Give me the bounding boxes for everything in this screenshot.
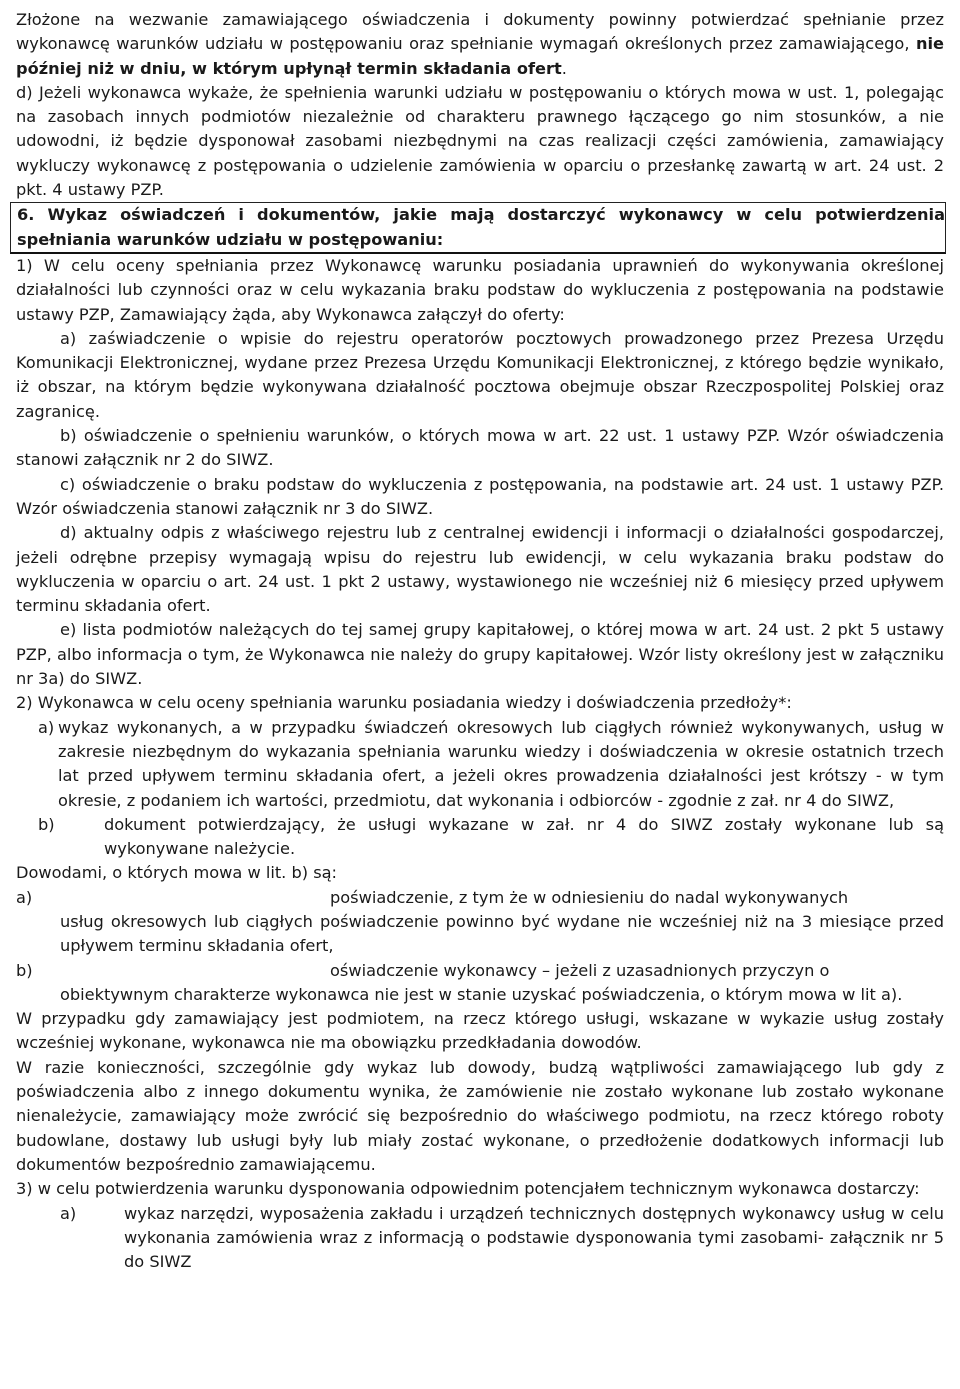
item-2-b [16,813,944,862]
item-2: 2) Wykonawca w celu oceny spełniania warunku posiadania wiedzy i doświadczenia przedłoży*: [16,693,792,713]
item-3-a [16,1202,944,1275]
proof-a-first-line: poświadczenie, z tym że w odniesieniu do nadal wykonywanych [330,887,849,907]
item-2-a-label: a) [38,717,55,737]
item-2-b-text: dokument potwierdzający, że usługi wykazane w zał. nr 4 do SIWZ zostały wykonane lub są wykonywane należycie. [104,814,944,859]
item-2-b-label: b) [38,814,55,834]
intro-text: Złożone na wezwanie zamawiającego oświadczenia i dokumenty powinny potwierdzać spełnianie przez wykonawcę warunków udziału w postępowaniu oraz spełnianie wymagań określonych przez zamawiającego, [16,10,944,54]
proof-a-rest: usług okresowych lub ciągłych poświadczenie powinno być wydane nie wcześniej niż na 3 miesiące przed upływem terminu składania ofert, [60,911,944,956]
proof-b-text [60,959,944,1008]
item-1-c: c) oświadczenie o braku podstaw do wykluczenia z postępowania, na podstawie art. 24 ust. 1 ustawy PZP. Wzór oświadczenia stanowi załącznik nr 3 do SIWZ. [16,474,944,518]
section-6-heading: 6. Wykaz oświadczeń i dokumentów, jakie mają dostarczyć wykonawcy w celu potwierdzenia spełniania warunków udziału w postępowaniu: [10,202,946,254]
item-2-a-text: wykaz wykonanych, a w przypadku świadczeń okresowych lub ciągłych również wykonywanych, usług w zakresie niezbędnym do wykazania spełniania warunku wiedzy i doświadczenia w okresie ostatnich trzech lat przed upływem terminu składania ofert, a jeżeli okres prowadzenia działalności jest krótszy - w tym okresie, z podaniem ich wartości, przedmiotu, dat wykonania i odbiorców - zgodnie z zał. nr 4 do SIWZ, [58,717,944,810]
proof-a-text [60,886,944,959]
proof-a [16,886,944,959]
item-1-e: e) lista podmiotów należących do tej samej grupy kapitałowej, o której mowa w art. 24 ust. 2 pkt 5 ustawy PZP, albo informacja o tym, że Wykonawca nie należy do grupy kapitałowej. Wzór listy określony jest w załączniku nr 3a) do SIWZ. [16,620,944,689]
paragraph-no-proof: W przypadku gdy zamawiający jest podmiotem, na rzecz którego usługi, wskazane w wykazie usług zostały wcześniej wykonane, wykonawca nie ma obowiązku przedkładania dowodów. [16,1009,944,1053]
item-1-a: a) zaświadczenie o wpisie do rejestru operatorów pocztowych prowadzonego przez Prezesa Urzędu Komunikacji Elektronicznej, wydane przez Prezesa Urzędu Komunikacji Elektronicznej, z którego będzie wynikało, iż obszar, na którym będzie wykonywana działalność pocztowa obejmuje obszar Rzeczpospolitej Polskiej oraz zagranicę. [16,328,944,421]
intro-paragraph [16,8,944,81]
intro-end: . [561,58,567,78]
item-3: 3) w celu potwierdzenia warunku dysponowania odpowiednim potencjałem technicznym wykonawca dostarczy: [16,1179,920,1199]
document-page [16,8,944,1274]
item-1-d: d) aktualny odpis z właściwego rejestru lub z centralnej ewidencji i informacji o działalności gospodarczej, jeżeli odrębne przepisy wymagają wpisu do rejestru lub ewidencji, w celu wykazania braku podstaw do wykluczenia w oparciu o art. 24 ust. 1 pkt 2 ustawy, wystawionego nie wcześniej niż 6 miesięcy przed upływem terminu składania ofert. [16,523,944,616]
paragraph-d: d) Jeżeli wykonawca wykaże, że spełnienia warunki udziału w postępowaniu o których mowa w ust. 1, polegając na zasobach innych podmiotów niezależnie od charakteru prawnego łączącego go nim stosunków, a nie udowodni, iż będzie dysponował zasobami niezbędnymi na czas realizacji części zamówienia, zamawiający wykluczy wykonawcę z postępowania o udzielenie zamówienia w oparciu o przesłankę zawartą w art. 24 ust. 2 pkt. 4 ustawy PZP. [16,82,944,200]
item-1: 1) W celu oceny spełniania przez Wykonawcę warunku posiadania uprawnień do wykonywania określonej działalności lub czynności oraz w celu wykazania braku podstaw do wykluczenia z postępowania na podstawie ustawy PZP, Zamawiający żąda, aby Wykonawca załączył do oferty: [16,255,944,324]
proof-b-label: b) [16,960,33,980]
item-3-a-text: wykaz narzędzi, wyposażenia zakładu i urządzeń technicznych dostępnych wykonawcy usług w celu wykonania zamówienia wraz z informacją o podstawie dysponowania tymi zasobami- załącznik nr 5 do SIWZ [124,1203,944,1272]
paragraph-doubts: W razie konieczności, szczególnie gdy wykaz lub dowody, budzą wątpliwości zamawiającego lub gdy z poświadczenia albo z innego dokumentu wynika, że zamówienie nie zostało wykonane lub zostało wykonane nienależycie, zamawiający może zwrócić się bezpośrednio do właściwego podmiotu, na rzecz którego roboty budowlane, dostawy lub usługi były lub miały zostać wykonane, o przedłożenie dodatkowych informacji lub dokumentów bezpośrednio zamawiającemu. [16,1057,944,1174]
item-2-a [16,716,944,813]
item-1-b: b) oświadczenie o spełnieniu warunków, o których mowa w art. 22 ust. 1 ustawy PZP. Wzór oświadczenia stanowi załącznik nr 2 do SIWZ. [16,426,944,470]
proof-b-first-line: oświadczenie wykonawcy – jeżeli z uzasadnionych przyczyn o [330,960,830,980]
proof-intro: Dowodami, o których mowa w lit. b) są: [16,863,338,883]
proof-b-rest: obiektywnym charakterze wykonawca nie jest w stanie uzyskać poświadczenia, o którym mowa w lit a). [60,984,903,1004]
intro-deadline-bold: nie później niż w dniu, w którym upłynął termin składania ofert [16,34,944,78]
item-3-a-label: a) [60,1203,77,1223]
proof-a-label: a) [16,887,33,907]
proof-b [16,959,944,1008]
